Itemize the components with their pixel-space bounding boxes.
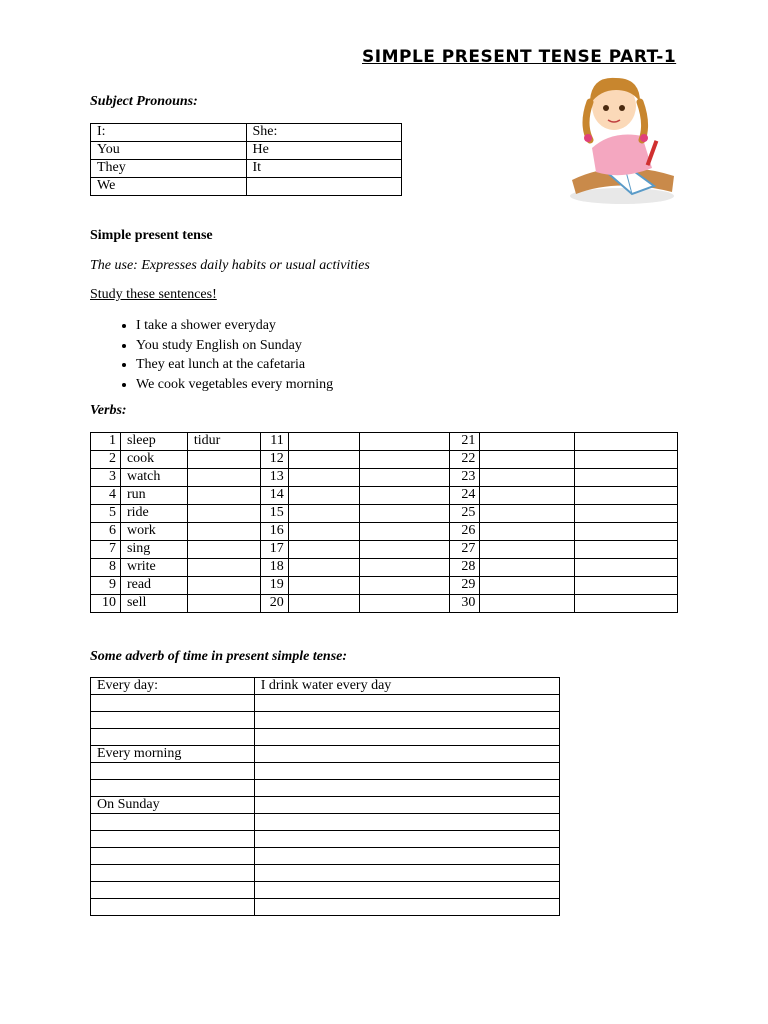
verb-number-cell: 30 <box>450 595 480 613</box>
table-cell <box>575 505 678 523</box>
table-cell <box>359 541 450 559</box>
table-row <box>91 469 678 487</box>
table-row <box>91 899 560 916</box>
table-cell <box>359 469 450 487</box>
table-cell: run <box>120 487 187 505</box>
adverb-cell <box>91 831 255 848</box>
table-row <box>91 541 678 559</box>
table-cell: We <box>91 178 247 196</box>
example-cell <box>254 695 559 712</box>
table-cell <box>480 541 575 559</box>
adverb-cell <box>91 814 255 831</box>
example-cell <box>254 712 559 729</box>
verbs-table <box>90 432 678 613</box>
table-cell: work <box>120 523 187 541</box>
adverb-cell: Every morning <box>91 746 255 763</box>
verb-number-cell: 12 <box>260 451 288 469</box>
table-cell: sleep <box>120 433 187 451</box>
table-cell <box>187 523 260 541</box>
table-row <box>91 814 560 831</box>
table-cell <box>480 595 575 613</box>
verb-number-cell: 19 <box>260 577 288 595</box>
table-cell <box>359 577 450 595</box>
page-title: SIMPLE PRESENT TENSE PART-1 <box>362 47 677 67</box>
example-cell <box>254 882 559 899</box>
table-row <box>91 124 402 142</box>
table-cell <box>288 541 359 559</box>
table-cell <box>359 595 450 613</box>
table-cell <box>187 505 260 523</box>
table-cell: sing <box>120 541 187 559</box>
verb-number-cell: 24 <box>450 487 480 505</box>
verb-number-cell: 17 <box>260 541 288 559</box>
example-cell <box>254 763 559 780</box>
table-row <box>91 178 402 196</box>
table-cell <box>480 451 575 469</box>
table-row <box>91 848 560 865</box>
verb-number-cell: 25 <box>450 505 480 523</box>
example-cell <box>254 780 559 797</box>
table-row <box>91 595 678 613</box>
table-cell: cook <box>120 451 187 469</box>
table-cell: write <box>120 559 187 577</box>
table-cell: They <box>91 160 247 178</box>
usage-text: The use: Expresses daily habits or usual activities <box>90 258 370 273</box>
adverbs-heading: Some adverb of time in present simple tense: <box>90 649 348 664</box>
example-cell: I drink water every day <box>254 678 559 695</box>
table-row <box>91 559 678 577</box>
table-cell <box>359 505 450 523</box>
adverb-cell <box>91 899 255 916</box>
table-cell: She: <box>246 124 402 142</box>
verb-number-cell: 8 <box>91 559 121 577</box>
verb-number-cell: 3 <box>91 469 121 487</box>
verb-number-cell: 20 <box>260 595 288 613</box>
table-cell <box>359 433 450 451</box>
table-cell <box>480 505 575 523</box>
table-cell <box>288 595 359 613</box>
table-row <box>91 831 560 848</box>
table-row <box>91 505 678 523</box>
table-cell: It <box>246 160 402 178</box>
list-item: • They eat lunch at the cafetaria <box>136 355 333 375</box>
table-cell <box>575 469 678 487</box>
table-row <box>91 523 678 541</box>
example-cell <box>254 899 559 916</box>
table-cell <box>288 505 359 523</box>
table-cell <box>575 541 678 559</box>
verb-number-cell: 9 <box>91 577 121 595</box>
table-row <box>91 577 678 595</box>
table-cell <box>187 469 260 487</box>
table-cell <box>480 433 575 451</box>
example-cell <box>254 797 559 814</box>
table-cell: read <box>120 577 187 595</box>
verb-number-cell: 2 <box>91 451 121 469</box>
table-cell <box>288 469 359 487</box>
table-cell <box>359 451 450 469</box>
table-cell <box>480 487 575 505</box>
verb-number-cell: 11 <box>260 433 288 451</box>
table-cell: I: <box>91 124 247 142</box>
table-row <box>91 746 560 763</box>
table-cell: tidur <box>187 433 260 451</box>
table-row <box>91 433 678 451</box>
table-cell <box>480 577 575 595</box>
example-cell <box>254 814 559 831</box>
table-cell: ride <box>120 505 187 523</box>
table-cell <box>187 541 260 559</box>
verb-number-cell: 29 <box>450 577 480 595</box>
subject-pronouns-table <box>90 123 402 196</box>
verbs-heading: Verbs: <box>90 403 127 418</box>
table-cell <box>187 577 260 595</box>
table-cell <box>575 487 678 505</box>
table-row <box>91 865 560 882</box>
table-cell <box>187 451 260 469</box>
table-cell <box>359 523 450 541</box>
adverb-cell <box>91 780 255 797</box>
table-cell <box>288 577 359 595</box>
table-row <box>91 882 560 899</box>
table-cell <box>575 577 678 595</box>
table-cell <box>187 595 260 613</box>
verb-number-cell: 16 <box>260 523 288 541</box>
table-cell <box>480 523 575 541</box>
verb-number-cell: 15 <box>260 505 288 523</box>
table-cell <box>480 559 575 577</box>
verb-number-cell: 7 <box>91 541 121 559</box>
verb-number-cell: 27 <box>450 541 480 559</box>
example-cell <box>254 848 559 865</box>
adverb-cell <box>91 882 255 899</box>
table-cell <box>288 559 359 577</box>
table-cell <box>575 433 678 451</box>
table-row <box>91 797 560 814</box>
table-cell <box>288 487 359 505</box>
verb-number-cell: 13 <box>260 469 288 487</box>
list-item: • You study English on Sunday <box>136 336 333 356</box>
table-cell <box>187 559 260 577</box>
subject-pronouns-heading: Subject Pronouns: <box>90 94 198 109</box>
verb-number-cell: 26 <box>450 523 480 541</box>
adverb-cell: On Sunday <box>91 797 255 814</box>
verb-number-cell: 23 <box>450 469 480 487</box>
example-sentences-list <box>112 316 333 394</box>
verb-number-cell: 18 <box>260 559 288 577</box>
table-cell <box>246 178 402 196</box>
table-cell <box>359 559 450 577</box>
verb-number-cell: 28 <box>450 559 480 577</box>
table-cell <box>288 523 359 541</box>
table-row <box>91 712 560 729</box>
adverb-cell <box>91 729 255 746</box>
table-cell <box>575 451 678 469</box>
table-row <box>91 487 678 505</box>
list-item: • We cook vegetables every morning <box>136 375 333 395</box>
table-cell <box>575 559 678 577</box>
adverb-cell <box>91 712 255 729</box>
table-cell <box>575 595 678 613</box>
girl-reading-book-icon <box>562 68 680 208</box>
table-row <box>91 451 678 469</box>
verb-number-cell: 10 <box>91 595 121 613</box>
table-row <box>91 729 560 746</box>
example-cell <box>254 831 559 848</box>
verb-number-cell: 5 <box>91 505 121 523</box>
adverb-cell <box>91 865 255 882</box>
table-row <box>91 678 560 695</box>
verb-number-cell: 1 <box>91 433 121 451</box>
table-cell <box>288 433 359 451</box>
table-cell: He <box>246 142 402 160</box>
adverbs-table <box>90 677 560 916</box>
adverb-cell: Every day: <box>91 678 255 695</box>
table-row <box>91 763 560 780</box>
table-cell <box>480 469 575 487</box>
table-cell: watch <box>120 469 187 487</box>
adverb-cell <box>91 695 255 712</box>
section-heading: Simple present tense <box>90 228 213 243</box>
table-cell <box>575 523 678 541</box>
table-cell <box>359 487 450 505</box>
example-cell <box>254 746 559 763</box>
table-cell: sell <box>120 595 187 613</box>
study-text: Study these sentences! <box>90 287 217 302</box>
example-cell <box>254 865 559 882</box>
table-cell <box>288 451 359 469</box>
adverb-cell <box>91 763 255 780</box>
verb-number-cell: 21 <box>450 433 480 451</box>
table-row <box>91 695 560 712</box>
table-cell: You <box>91 142 247 160</box>
table-cell <box>187 487 260 505</box>
table-row <box>91 780 560 797</box>
table-row <box>91 160 402 178</box>
example-cell <box>254 729 559 746</box>
list-item: • I take a shower everyday <box>136 316 333 336</box>
table-row <box>91 142 402 160</box>
verb-number-cell: 14 <box>260 487 288 505</box>
verb-number-cell: 22 <box>450 451 480 469</box>
verb-number-cell: 4 <box>91 487 121 505</box>
adverb-cell <box>91 848 255 865</box>
verb-number-cell: 6 <box>91 523 121 541</box>
